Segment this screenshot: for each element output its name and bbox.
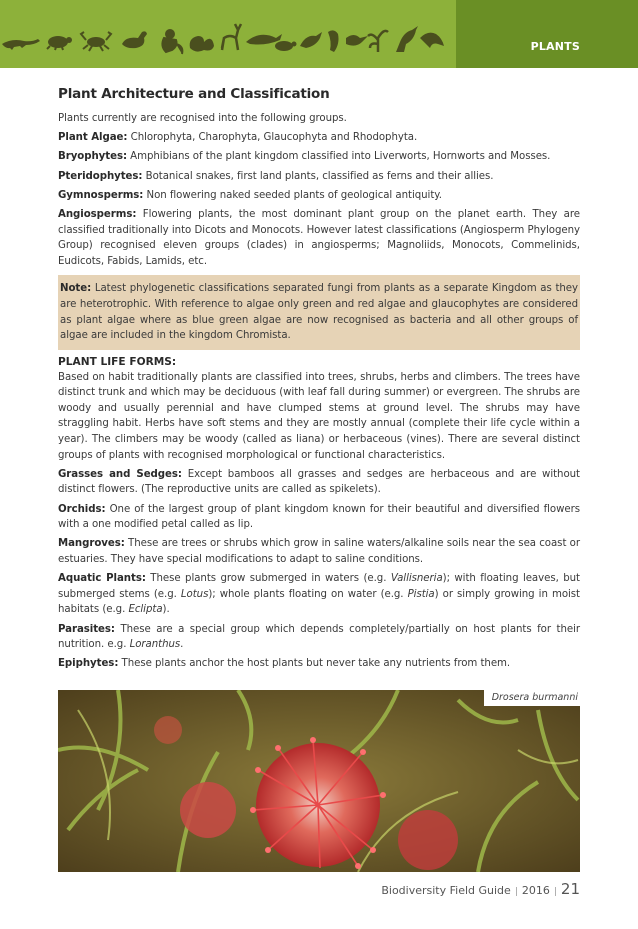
species-name: Eclipta bbox=[128, 604, 163, 616]
page-title: Plant Architecture and Classification bbox=[58, 86, 330, 102]
lf-text: ) or simply growing in moist habitats (e.g. bbox=[58, 588, 580, 616]
lf-text: These are a special group which depends completely/partially on host plants for their nutrition. e.g. bbox=[58, 623, 580, 651]
intro-text: Plants currently are recognised into the following groups. bbox=[58, 113, 347, 124]
lf-desc: These are trees or shrubs which grow in saline waters/alkaline soils near the sea coast or estuaries. They have special modifications to adapt to saline conditions. bbox=[58, 538, 580, 565]
lf-term: Grasses and Sedges: bbox=[58, 468, 182, 480]
lf-term: Mangroves: bbox=[58, 538, 125, 550]
lf-desc: These plants anchor the host plants but never take any nutrients from them. bbox=[118, 658, 511, 670]
photo-caption: Drosera burmanni bbox=[484, 690, 580, 706]
footer-divider: | bbox=[553, 887, 557, 897]
lf-epiphytes bbox=[58, 656, 580, 672]
group-pteridophytes bbox=[58, 169, 580, 185]
lf-grasses bbox=[58, 467, 580, 498]
species-name: Pistia bbox=[407, 588, 435, 600]
group-desc: Non flowering naked seeded plants of geological antiquity. bbox=[143, 189, 442, 201]
note-desc: Latest phylogenetic classifications separated fungi from plants as a separate Kingdom as they are heterotrophic. With reference to algae only green and red algae and glaucophytes are considered as plant algae where as blue green algae are now recognised as bacteria and all other groups of algae are included in the kingdom Chromista. bbox=[60, 283, 578, 342]
header-banner bbox=[0, 0, 638, 68]
lf-text: ); whole plants floating on water (e.g. bbox=[208, 588, 408, 600]
group-term: Bryophytes: bbox=[58, 151, 127, 163]
group-plant-algae bbox=[58, 130, 580, 146]
lf-text: ); with floating leaves, but submerged stems (e.g. bbox=[58, 573, 580, 600]
note-box bbox=[58, 275, 580, 349]
guide-title: Biodiversity Field Guide bbox=[381, 884, 511, 897]
group-desc: Botanical snakes, first land plants, classified as ferns and their allies. bbox=[142, 170, 494, 182]
drosera-photo bbox=[58, 690, 580, 872]
lf-term: Orchids: bbox=[58, 503, 106, 515]
footer-year: 2016 bbox=[521, 884, 550, 897]
group-desc: Amphibians of the plant kingdom classified into Liverworts, Hornworts and Mosses. bbox=[126, 151, 551, 163]
lf-parasites bbox=[58, 622, 580, 653]
lf-desc: Except bamboos all grasses and sedges are herbaceous and are without distinct flowers. (The reproductive units are called as spikelets). bbox=[58, 468, 581, 496]
lf-term: Parasites: bbox=[58, 623, 115, 635]
group-angiosperms bbox=[58, 207, 580, 269]
lf-desc: One of the largest group of plant kingdom known for their beautiful and diversified flowers with a one modified petal called as lip. bbox=[58, 503, 580, 531]
animal-silhouettes-icon bbox=[0, 18, 450, 58]
group-desc: Flowering plants, the most dominant plant group on the planet earth. They are classified traditionally into Dicots and Monocots. However latest classifications (Angiosperm Phylogeny Group) recognised eleven groups (clades) in angiosperms; Magnoliids, Monocots, Commelinids, Eudicots, Fabids, Lamids, etc. bbox=[58, 208, 580, 267]
lf-mangroves bbox=[58, 536, 580, 567]
main-content bbox=[58, 86, 580, 676]
species-name: Loranthus bbox=[129, 639, 181, 651]
page-footer bbox=[381, 880, 580, 898]
group-gymnosperms bbox=[58, 188, 580, 204]
note-text bbox=[60, 281, 578, 343]
footer-divider: | bbox=[514, 887, 518, 897]
lf-term: Epiphytes: bbox=[58, 658, 119, 670]
lf-term: Aquatic Plants: bbox=[58, 573, 146, 585]
lf-orchids bbox=[58, 502, 580, 533]
note-term: Note: bbox=[60, 283, 92, 295]
group-desc: Chlorophyta, Charophyta, Glaucophyta and Rhodophyta. bbox=[127, 132, 418, 144]
group-bryophytes bbox=[58, 149, 580, 165]
group-term: Angiosperms: bbox=[58, 208, 137, 220]
page-number: 21 bbox=[560, 880, 580, 898]
life-forms-heading: PLANT LIFE FORMS: bbox=[58, 355, 177, 368]
sundew-plant-image bbox=[58, 690, 580, 872]
group-term: Plant Algae: bbox=[58, 132, 128, 144]
group-term: Gymnosperms: bbox=[58, 189, 144, 201]
life-forms-intro: Based on habit traditionally plants are classified into trees, shrubs, herbs and climbers. The trees have distinct trunk and which may be deciduous (with leaf fall during summer) or evergreen. The shrubs are woody and usually perennial and have clumped stems at ground level. The shrubs may have straggling habit. Herbs have soft stems and they are mostly annual (complete their life cycle within a year). The climbers may be woody (called as liana) or herbaceous (vines). There are several distinct groups of plants with recognised morphological or functional characteristics. bbox=[58, 371, 580, 461]
species-name: Lotus bbox=[180, 588, 209, 600]
banner-section-tab bbox=[456, 0, 638, 68]
lf-text: These plants grow submerged in waters (e.g. bbox=[145, 573, 391, 585]
lf-text: . bbox=[180, 639, 184, 651]
species-name: Vallisneria bbox=[390, 573, 443, 585]
group-term: Pteridophytes: bbox=[58, 170, 143, 182]
lf-aquatic bbox=[58, 571, 580, 618]
section-label: PLANTS bbox=[530, 40, 580, 53]
lf-text: ). bbox=[162, 604, 170, 616]
